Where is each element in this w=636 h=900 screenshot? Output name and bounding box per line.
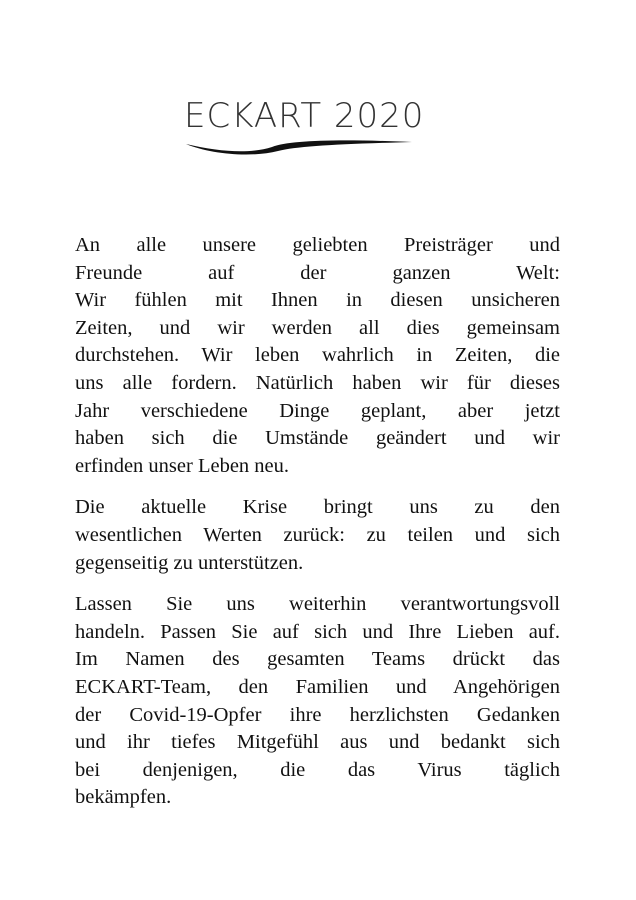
text-line: uns alle fordern. Natürlich haben wir für dieses — [75, 371, 560, 394]
eckart-2020-logo — [180, 96, 425, 162]
text-line: bei denjenigen, die das Virus täglich — [75, 758, 560, 781]
text-line: handeln. Passen Sie auf sich und Ihre Lieben auf. — [75, 620, 560, 643]
text-line: bekämpfen. — [75, 786, 172, 809]
text-line: und ihr tiefes Mitgefühl aus und bedankt sich — [75, 731, 560, 754]
text-line: Zeiten, und wir werden all dies gemeinsam — [75, 316, 560, 339]
letter-body — [75, 232, 560, 826]
text-line: Freunde auf der ganzen Welt: — [75, 261, 560, 284]
text-line: ECKART-Team, den Familien und Angehörigen — [75, 675, 560, 698]
spoon-swoosh-icon — [180, 134, 420, 156]
text-line: Jahr verschiedene Dinge geplant, aber jetzt — [75, 399, 560, 422]
text-line: gegenseitig zu unterstützen. — [75, 551, 304, 574]
text-line: An alle unsere geliebten Preisträger und — [75, 234, 560, 256]
paragraph-3 — [75, 591, 560, 812]
text-line: haben sich die Umstände geändert und wir — [75, 427, 560, 450]
text-line: Die aktuelle Krise bringt uns zu den — [75, 496, 560, 519]
text-line: durchstehen. Wir leben wahrlich in Zeiten, die — [75, 344, 560, 367]
text-line: Im Namen des gesamten Teams drückt das — [75, 648, 560, 671]
logo-text: ECKART 2020 — [184, 96, 425, 136]
text-line: Wir fühlen mit Ihnen in diesen unsicheren — [75, 289, 560, 312]
paragraph-2 — [75, 494, 560, 577]
text-line: der Covid-19-Opfer ihre herzlichsten Gedanken — [75, 703, 560, 726]
text-line: erfinden unser Leben neu. — [75, 454, 290, 477]
text-line: wesentlichen Werten zurück: zu teilen und sich — [75, 523, 560, 546]
text-line: Lassen Sie uns weiterhin verantwortungsvoll — [75, 593, 560, 616]
paragraph-1 — [75, 232, 560, 480]
